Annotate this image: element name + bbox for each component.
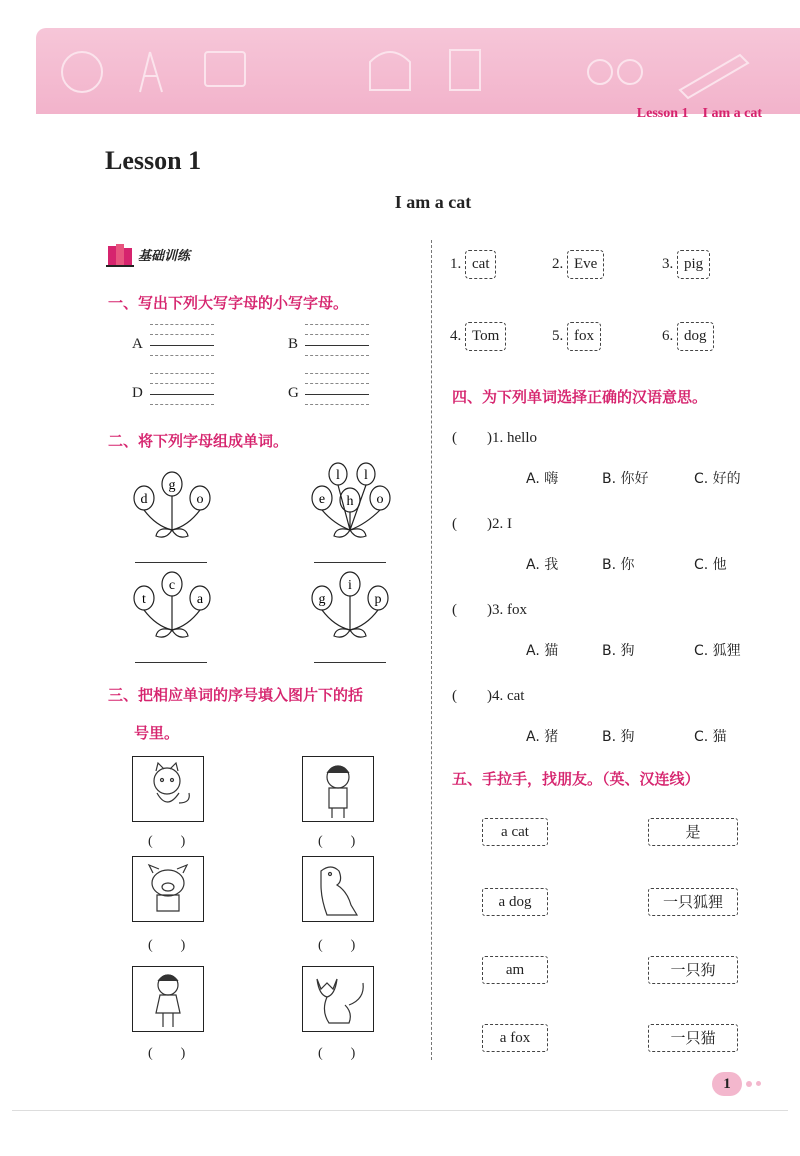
chinese-match-box[interactable]: 一只狗: [648, 956, 738, 984]
option-a[interactable]: A. 猫: [526, 643, 559, 659]
word-option: [450, 250, 496, 279]
lowercase-answer-line[interactable]: [150, 324, 214, 358]
lesson-heading: Lesson 1: [105, 146, 202, 175]
word-number: 5.: [552, 328, 564, 344]
word-answer-line[interactable]: [314, 562, 386, 563]
word-number: 2.: [552, 256, 564, 272]
lowercase-answer-line[interactable]: [305, 324, 369, 358]
word-box: Eve: [567, 250, 604, 279]
section-5-title: 五、手拉手，找朋友。（英、汉连线）: [452, 770, 700, 788]
english-match-box[interactable]: am: [482, 956, 548, 984]
uppercase-letter: A: [132, 336, 143, 352]
answer-parentheses[interactable]: ( ): [318, 834, 356, 849]
section-4-title: 四、为下列单词选择正确的汉语意思。: [452, 388, 708, 406]
balloon-letter: h: [346, 494, 354, 509]
word-option: [662, 322, 714, 351]
question-stem[interactable]: ( )1. hello: [452, 430, 537, 446]
uppercase-letter: B: [288, 336, 299, 352]
page-number: 1: [712, 1072, 742, 1096]
section-badge: [104, 240, 214, 270]
word-option: [552, 250, 604, 279]
english-match-box[interactable]: a fox: [482, 1024, 548, 1052]
option-b[interactable]: B. 狗: [602, 729, 635, 745]
girl-drawing: [133, 967, 203, 1031]
badge-label: 基础训练: [138, 249, 191, 264]
balloon-letter: p: [374, 592, 382, 607]
option-c[interactable]: C. 他: [694, 557, 727, 573]
chinese-match-box[interactable]: 一只猫: [648, 1024, 738, 1052]
word-answer-line[interactable]: [314, 662, 386, 663]
balloon-bunch: [126, 568, 222, 646]
answer-parentheses[interactable]: ( ): [318, 938, 356, 953]
option-a[interactable]: A. 嗨: [526, 471, 559, 487]
pig-picture: [132, 856, 204, 922]
boy-drawing: [303, 757, 373, 821]
option-a[interactable]: A. 猪: [526, 729, 559, 745]
dog-drawing: [303, 857, 373, 921]
balloon-letter: i: [348, 578, 352, 593]
option-b[interactable]: B. 狗: [602, 643, 635, 659]
word-box: dog: [677, 322, 714, 351]
fox-picture: [302, 966, 374, 1032]
cat-picture: [132, 756, 204, 822]
lesson-title: I am a cat: [394, 192, 472, 212]
fox-drawing: [303, 967, 373, 1031]
lowercase-answer-line[interactable]: [305, 373, 369, 407]
balloon-bunch: [126, 468, 222, 546]
word-option: [450, 322, 506, 351]
running-head: Lesson 1 I am a cat: [636, 106, 762, 121]
answer-parentheses[interactable]: ( ): [318, 1046, 356, 1061]
word-option: [662, 250, 710, 279]
word-number: 6.: [662, 328, 674, 344]
option-c[interactable]: C. 狐狸: [694, 643, 741, 659]
banner-doodles: [40, 32, 780, 102]
option-a[interactable]: A. 我: [526, 557, 559, 573]
question-stem[interactable]: ( )4. cat: [452, 688, 525, 704]
section-2-title: 二、将下列字母组成单词。: [108, 432, 289, 450]
girl-picture: [132, 966, 204, 1032]
balloon-letter: l: [336, 468, 340, 483]
word-box: pig: [677, 250, 710, 279]
balloon-letter: g: [318, 592, 326, 607]
word-box: fox: [567, 322, 601, 351]
decor-dot: [746, 1081, 752, 1087]
question-stem[interactable]: ( )2. I: [452, 516, 512, 532]
section-3-title-cont: 号里。: [134, 724, 180, 742]
chinese-match-box[interactable]: 一只狐狸: [648, 888, 738, 916]
balloon-letter: g: [168, 478, 176, 493]
question-stem[interactable]: ( )3. fox: [452, 602, 527, 618]
uppercase-letter: G: [288, 385, 299, 401]
balloon-bunch: [304, 568, 400, 646]
column-divider: [431, 240, 432, 1060]
word-box: Tom: [465, 322, 506, 351]
option-c[interactable]: C. 好的: [694, 471, 741, 487]
answer-parentheses[interactable]: ( ): [148, 1046, 186, 1061]
word-answer-line[interactable]: [135, 562, 207, 563]
option-b[interactable]: B. 你: [602, 557, 635, 573]
balloon-letter: d: [140, 492, 148, 507]
english-match-box[interactable]: a dog: [482, 888, 548, 916]
books-icon: [104, 240, 136, 270]
answer-parentheses[interactable]: ( ): [148, 938, 186, 953]
lowercase-answer-line[interactable]: [150, 373, 214, 407]
footer-rule: [12, 1110, 788, 1111]
word-option: [552, 322, 601, 351]
chinese-match-box[interactable]: 是: [648, 818, 738, 846]
english-match-box[interactable]: a cat: [482, 818, 548, 846]
word-number: 1.: [450, 256, 462, 272]
decor-dot: [756, 1081, 761, 1086]
section-3-title: 三、把相应单词的序号填入图片下的括: [108, 686, 364, 704]
section-1-title: 一、写出下列大写字母的小写字母。: [108, 294, 349, 312]
dog-picture: [302, 856, 374, 922]
uppercase-letter: D: [132, 385, 143, 401]
pig-drawing: [133, 857, 203, 921]
balloon-letter: c: [168, 578, 176, 593]
option-c[interactable]: C. 猫: [694, 729, 727, 745]
balloon-letter: t: [142, 592, 146, 607]
balloon-letter: e: [318, 492, 326, 507]
balloon-letter: o: [376, 492, 384, 507]
word-answer-line[interactable]: [135, 662, 207, 663]
option-b[interactable]: B. 你好: [602, 471, 649, 487]
answer-parentheses[interactable]: ( ): [148, 834, 186, 849]
word-number: 4.: [450, 328, 462, 344]
boy-picture: [302, 756, 374, 822]
balloon-letter: o: [196, 492, 204, 507]
balloon-bunch: [304, 458, 400, 546]
balloon-letter: a: [196, 592, 204, 607]
word-number: 3.: [662, 256, 674, 272]
balloon-letter: l: [364, 468, 368, 483]
word-box: cat: [465, 250, 496, 279]
cat-drawing: [133, 757, 203, 821]
